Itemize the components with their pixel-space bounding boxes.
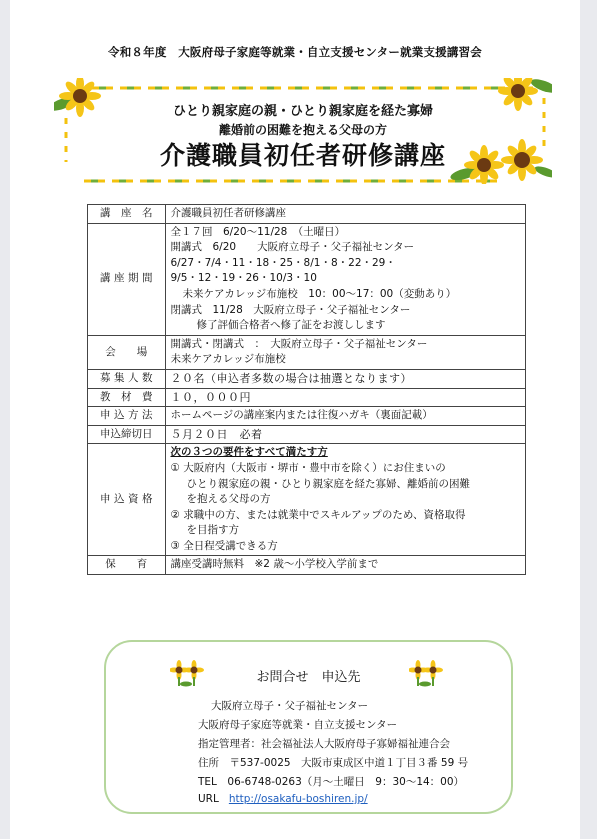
childcare-value: 講座受講時無料 ※2 歳～小学校入学前まで [165,556,526,575]
table-row [88,444,526,556]
contact-org: 大阪府立母子・父子福祉センター [211,700,369,712]
childcare-label: 保 育 [88,556,166,575]
table-row [88,556,526,575]
venue-value [165,335,526,369]
venue-line: 開講式・閉講式 ： 大阪府立母子・父子福祉センター [170,337,428,350]
period-line: 未来ケアカレッジ布施校 10：00～17：00（変動あり） [182,287,457,300]
contact-box [104,640,513,814]
table-row [88,223,526,335]
period-line: 6/27・7/4・11・18・25・8/1・8・22・29・ [170,256,396,269]
deadline-label: 申込締切日 [88,425,166,444]
eligibility-value [165,444,526,556]
contact-address: 住所 〒537-0025 大阪市東成区中道１丁目３番 59 号 [198,757,469,769]
method-value: ホームページの講座案内または往復ハガキ（裏面記載） [165,407,526,426]
course-info-table [87,204,526,575]
eligibility-heading: 次の３つの要件をすべて満たす方 [170,446,328,459]
eligibility-line: を目指す方 [186,524,239,537]
target-audience-line: ひとり親家庭の親・ひとり親家庭を経た寡婦 [172,104,433,119]
eligibility-label: 申込資格 [88,444,166,556]
table-row [88,407,526,426]
period-line: 開講式 6/20 大阪府立母子・父子福祉センター [170,241,415,254]
page-title: 令和８年度 大阪府母子家庭等就業・自立支援センター就業支援講習会 [108,45,482,59]
eligibility-line: ① 大阪府内（大阪市・堺市・豊中市を除く）にお住まいの [170,461,446,474]
course-name-label: 講 座 名 [88,205,166,224]
eligibility-line: ② 求職中の方、または就業中でスキルアップのため、資格取得 [170,508,466,521]
sunflower-icon [409,658,443,688]
title-banner [54,78,552,184]
capacity-label: 募集人数 [88,369,166,388]
target-audience-line-2: 離婚前の困難を抱える父母の方 [218,123,387,137]
website-link[interactable]: http://osakafu-boshiren.jp/ [228,793,368,805]
period-line: 閉講式 11/28 大阪府立母子・父子福祉センター [170,303,411,316]
period-line: 全１７回 6/20～11/28 （土曜日） [170,225,346,238]
course-title: 介護職員初任者研修講座 [159,141,446,170]
url-label: URL [198,793,219,805]
table-row [88,369,526,388]
contact-manager: 指定管理者：社会福祉法人大阪府母子寡婦福祉連合会 [198,738,450,750]
deadline-value: ５月２０日 必着 [165,425,526,444]
venue-label: 会 場 [88,335,166,369]
period-value [165,223,526,335]
period-label: 講座期間 [88,223,166,335]
table-row [88,205,526,224]
eligibility-line: ひとり親家庭の親・ひとり親家庭を経た寡婦、離婚前の困難 [186,477,470,490]
materials-value: １０，０００円 [165,388,526,407]
table-row [88,425,526,444]
course-name-value: 介護職員初任者研修講座 [165,205,526,224]
contact-url-row [198,793,368,805]
materials-label: 教材費 [88,388,166,407]
venue-line: 未来ケアカレッジ布施校 [170,353,286,366]
capacity-value: ２０名（申込者多数の場合は抽選となります） [165,369,526,388]
method-label: 申込方法 [88,407,166,426]
contact-center: 大阪府母子家庭等就業・自立支援センター [198,719,398,731]
contact-tel: TEL 06-6748-0263（月～土曜日 9：30～14：00） [198,776,465,788]
table-row [88,388,526,407]
period-line: 修了評価合格者へ修了証をお渡しします [196,319,386,332]
contact-title: お問合せ 申込先 [256,670,361,685]
eligibility-line: ③ 全日程受講できる方 [170,539,278,552]
eligibility-line: を抱える父母の方 [186,493,271,506]
flyer-page [10,0,580,839]
table-row [88,335,526,369]
period-line: 9/5・12・19・26・10/3・10 [170,272,317,285]
